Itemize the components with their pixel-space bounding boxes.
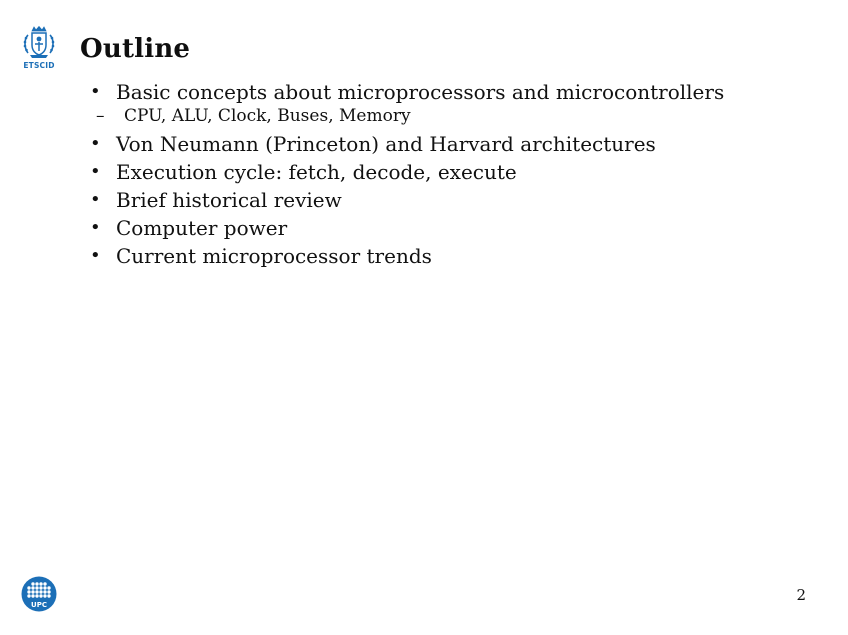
- outline-subitem: [88, 104, 808, 128]
- outline-item-label: Basic concepts about microprocessors and microcontrollers: [116, 80, 725, 104]
- slide-title: Outline: [80, 34, 191, 64]
- outline-list: [88, 78, 808, 270]
- outline-content: [88, 78, 808, 270]
- bullet-icon: •: [90, 161, 101, 182]
- bullet-icon: •: [90, 133, 101, 154]
- outline-item-label: Brief historical review: [116, 188, 342, 212]
- bullet-icon: •: [90, 217, 101, 238]
- bullet-icon: •: [90, 189, 101, 210]
- bullet-icon: •: [90, 81, 101, 102]
- outline-item: [88, 130, 808, 158]
- outline-item: [88, 158, 808, 186]
- bullet-icon: •: [90, 245, 101, 266]
- outline-item: [88, 214, 808, 242]
- etscid-logo-icon: [20, 26, 58, 70]
- dash-icon: –: [96, 106, 105, 126]
- outline-item: [88, 78, 808, 106]
- outline-sublist: [88, 104, 808, 128]
- svg-text:ETSCID: ETSCID: [23, 61, 55, 70]
- outline-subitem-wrapper: [88, 104, 808, 128]
- outline-item: [88, 186, 808, 214]
- upc-logo-icon: [21, 576, 57, 612]
- page-number: 2: [796, 586, 806, 604]
- svg-text:UPC: UPC: [31, 601, 47, 609]
- outline-item-label: Von Neumann (Princeton) and Harvard architectures: [116, 132, 656, 156]
- outline-item-label: Execution cycle: fetch, decode, execute: [116, 160, 517, 184]
- outline-item: [88, 242, 808, 270]
- outline-item-label: Computer power: [116, 216, 288, 240]
- outline-subitem-label: CPU, ALU, Clock, Buses, Memory: [124, 106, 411, 126]
- outline-item-label: Current microprocessor trends: [116, 244, 432, 268]
